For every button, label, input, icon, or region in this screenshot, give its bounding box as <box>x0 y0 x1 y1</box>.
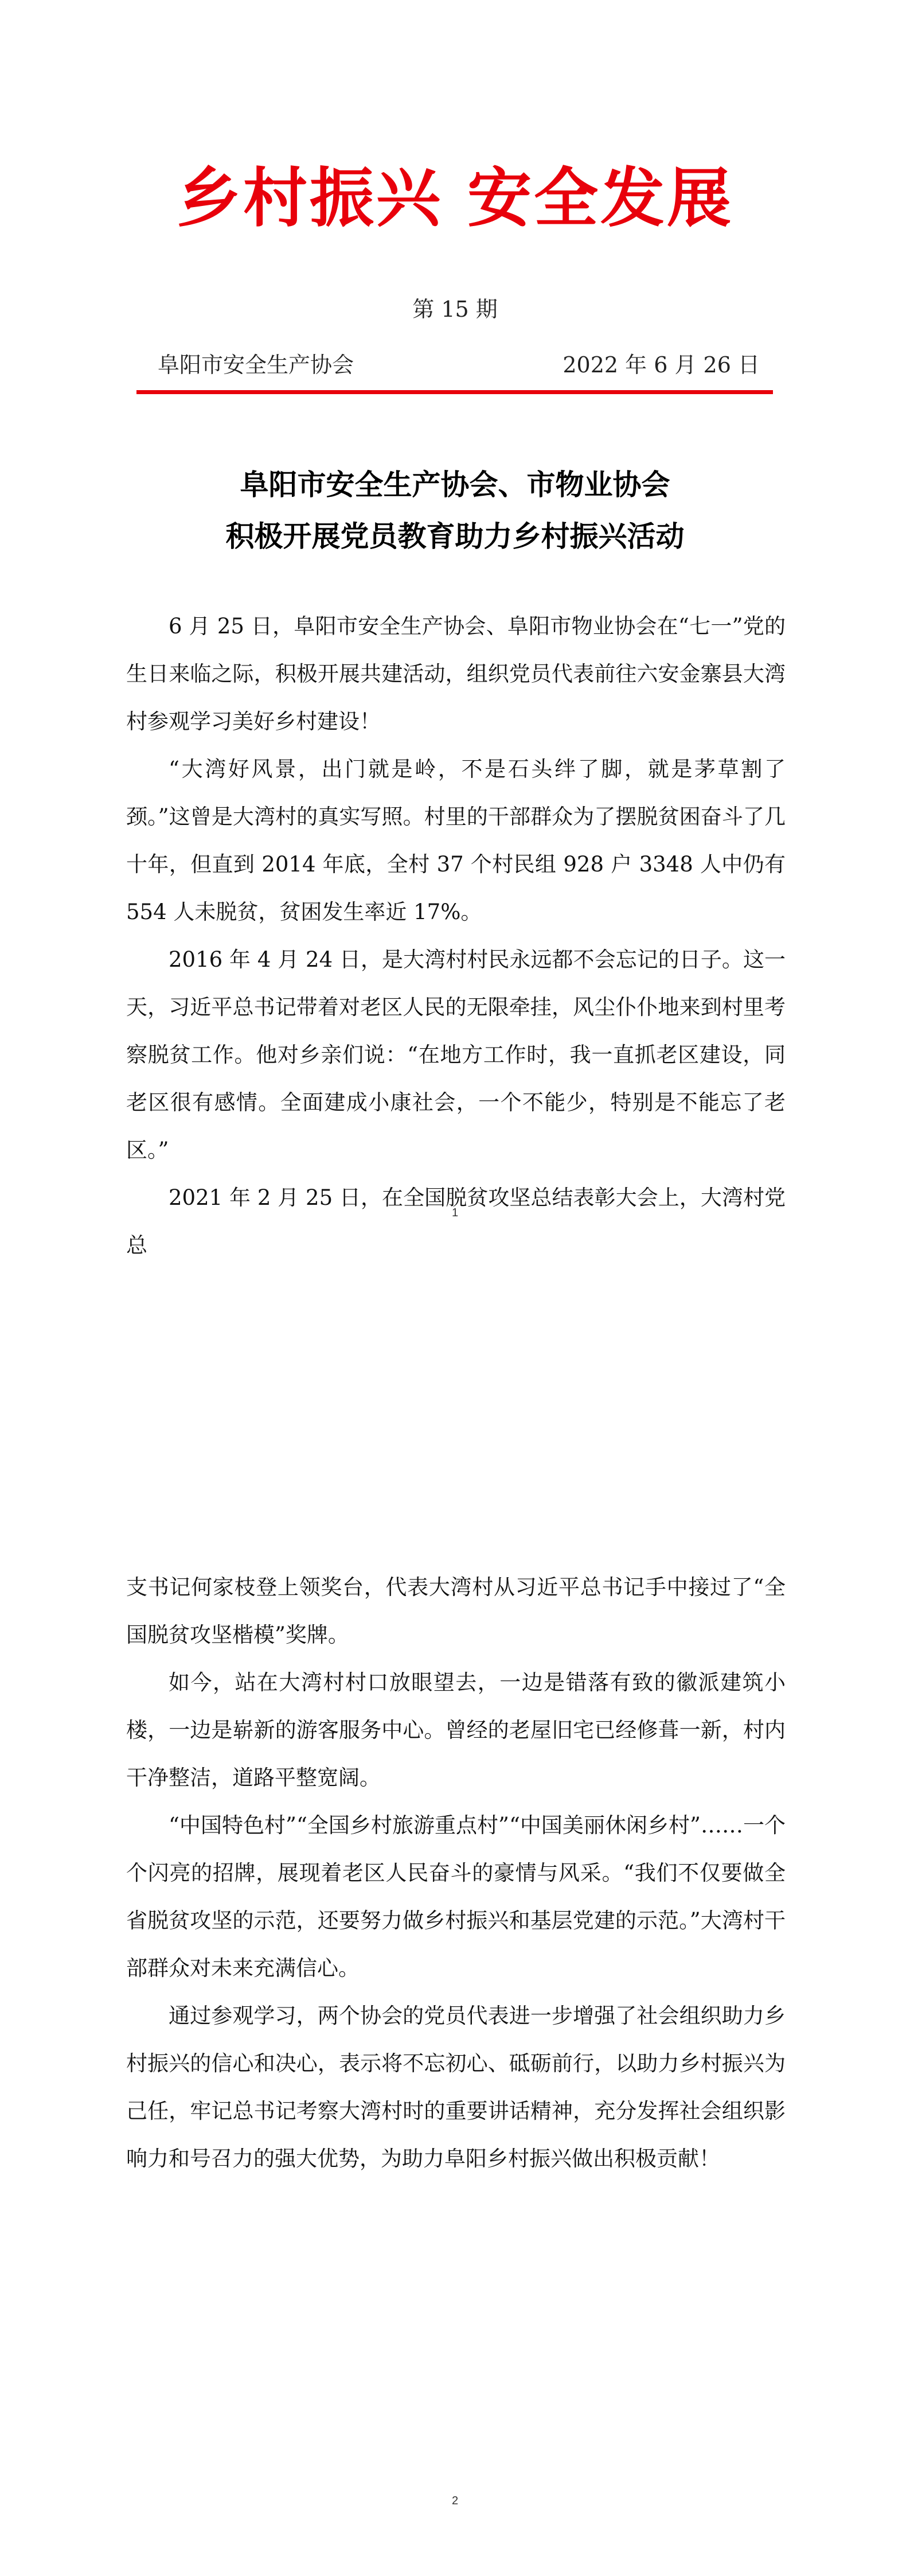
article-body-page-1 <box>126 602 786 1269</box>
masthead-title: 乡村振兴 安全发展 <box>177 161 733 236</box>
page-number: 2 <box>451 2495 459 2507</box>
headline-line-2: 积极开展党员教育助力乡村振兴活动 <box>225 520 685 553</box>
publisher-name: 阜阳市安全生产协会 <box>158 352 354 378</box>
article-body-page-2 <box>126 1563 786 2182</box>
paragraph: 如今，站在大湾村村口放眼望去，一边是错落有致的徽派建筑小楼，一边是崭新的游客服务中心。曾经的老屋旧宅已经修葺一新，村内干净整洁，道路平整宽阔。 <box>126 1670 786 1790</box>
page-number: 1 <box>451 1207 459 1219</box>
paragraph: 通过参观学习，两个协会的党员代表进一步增强了社会组织助力乡村振兴的信心和决心，表示将不忘初心、砥砺前行，以助力乡村振兴为己任，牢记总书记考察大湾村时的重要讲话精神，充分发挥社会组织影响力和号召力的强大优势，为助力阜阳乡村振兴做出积极贡献！ <box>126 2003 786 2171</box>
article-headline <box>0 459 910 562</box>
masthead-divider <box>136 390 773 394</box>
issue-number: 第 15 期 <box>412 297 498 322</box>
paragraph: 2016 年 4 月 24 日，是大湾村村民永远都不会忘记的日子。这一天，习近平总书记带着对老区人民的无限牵挂，风尘仆仆地来到村里考察脱贫工作。他对乡亲们说：“在地方工作时，我一直抓老区建设，同老区很有感情。全面建成小康社会，一个不能少，特别是不能忘了老区。” <box>126 947 786 1162</box>
paragraph: 6 月 25 日，阜阳市安全生产协会、阜阳市物业协会在“七一”党的生日来临之际，积极开展共建活动，组织党员代表前往六安金寨县大湾村参观学习美好乡村建设！ <box>126 614 786 734</box>
paragraph: “中国特色村”“全国乡村旅游重点村”“中国美丽休闲乡村”……一个个闪亮的招牌，展现着老区人民奋斗的豪情与风采。“我们不仅要做全省脱贫攻坚的示范，还要努力做乡村振兴和基层党建的示范。”大湾村干部群众对未来充满信心。 <box>126 1813 786 1980</box>
paragraph: “大湾好风景，出门就是岭，不是石头绊了脚，就是茅草割了颈。”这曾是大湾村的真实写照。村里的干部群众为了摆脱贫困奋斗了几十年，但直到 2014 年底，全村 37 个村民组 928 户 3348 人中仍有 554 人未脱贫，贫困发生率近 17%。 <box>126 757 786 924</box>
headline-line-1: 阜阳市安全生产协会、市物业协会 <box>240 468 670 501</box>
publication-date: 2022 年 6 月 26 日 <box>563 352 760 378</box>
paragraph: 2021 年 2 月 25 日，在全国脱贫攻坚总结表彰大会上，大湾村党总 <box>126 1185 786 1258</box>
paragraph-continuation: 支书记何家枝登上领奖台，代表大湾村从习近平总书记手中接过了“全国脱贫攻坚楷模”奖牌。 <box>126 1575 786 1647</box>
page-2 <box>0 1288 910 2576</box>
